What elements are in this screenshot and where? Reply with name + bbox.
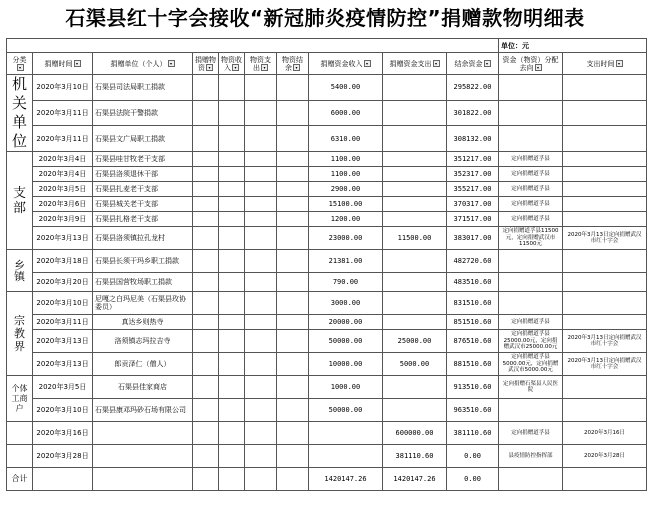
table-row: 2020年3月16日 600000.00 381110.60 定向捐赠道孚县 2020年3月16日	[7, 422, 647, 445]
total-balance: 0.00	[447, 468, 499, 491]
filter-icon[interactable]: ▾	[168, 60, 175, 67]
category-label: 宗教界	[7, 292, 33, 376]
total-income: 1420147.26	[309, 468, 383, 491]
filter-icon[interactable]: ▾	[433, 60, 440, 67]
unit-label: 单位：元	[499, 39, 647, 53]
table-row: 2020年3月13日 洛须镇志玛拉吉寺 50000.00 25000.00 876510.60 定向捐赠道孚县25000.00元，定向捐赠武汉市25000.00元 2020年3月13日定向捐赠武汉市红十字会	[7, 330, 647, 353]
cell-donor: 石渠县司法局职工捐款	[93, 75, 193, 101]
filter-icon[interactable]: ▾	[74, 60, 81, 67]
col-header-donor[interactable]: 捐赠单位（个人） ▾	[93, 53, 193, 75]
totals-row	[7, 468, 647, 491]
filter-icon[interactable]: ▾	[232, 64, 239, 71]
cell-expense	[383, 75, 447, 101]
col-header-balance[interactable]: 结余资金 ▾	[447, 53, 499, 75]
filter-icon[interactable]: ▾	[364, 60, 371, 67]
col-header-destination[interactable]: 资金（物资）分配去向 ▾	[499, 53, 563, 75]
page-title: 石渠县红十字会接收“新冠肺炎疫情防控”捐赠款物明细表	[65, 6, 585, 30]
table-row: 2020年3月5日 石渠县扎麦老干支部 2900.00 355217.00 定向捐赠道孚县	[7, 182, 647, 197]
cell-destination	[499, 75, 563, 101]
cell-date: 2020年3月10日	[33, 75, 93, 101]
filter-icon[interactable]: ▾	[484, 60, 491, 67]
table-row: 2020年3月11日 真达乡则热寺 20000.00 851510.60 定向捐赠道孚县	[7, 315, 647, 330]
col-header-goods-expense[interactable]: 物资支出 ▾	[245, 53, 277, 75]
header-row	[7, 53, 647, 75]
col-header-goods-balance[interactable]: 物资结余 ▾	[277, 53, 309, 75]
col-header-date[interactable]: 捐赠时间 ▾	[33, 53, 93, 75]
filter-icon[interactable]: ▾	[535, 64, 542, 71]
filter-icon[interactable]: ▾	[17, 64, 24, 71]
table-row: 2020年3月4日 石渠县洛须退休干部 1100.00 352317.00 定向捐赠道孚县	[7, 167, 647, 182]
category-label: 个体工商户	[7, 376, 33, 422]
filter-icon[interactable]: ▾	[261, 64, 268, 71]
table-row: 2020年3月11日 石渠县文广局职工捐款 6310.00 308132.00	[7, 126, 647, 152]
total-expense: 1420147.26	[383, 468, 447, 491]
table-row: 个体工商户 2020年3月5日 石渠县佳家商店 1000.00 913510.60 定向捐赠石渠县人民医院	[7, 376, 647, 399]
col-header-goods-income[interactable]: 物资收入 ▾	[219, 53, 245, 75]
cell-time	[563, 75, 647, 101]
table-row: 乡镇 2020年3月18日 石渠县长须干玛乡职工捐款 21381.00 482720.60	[7, 250, 647, 273]
table-row: 2020年3月20日 石渠县国营牧场职工捐款 790.00 483510.60	[7, 273, 647, 292]
table-row: 2020年3月11日 石渠县法院干警捐款 6000.00 301822.00	[7, 100, 647, 126]
table-row: 2020年3月13日 郎贡泽仁（僧人） 10000.00 5000.00 881510.60 定向捐赠道孚县5000.00元，定向捐赠武汉市5000.00元 2020年3月13日定向捐赠武汉市红十字会	[7, 353, 647, 376]
col-header-fund-income[interactable]: 捐赠资金收入 ▾	[309, 53, 383, 75]
table-row: 支部 2020年3月4日 石渠县哇甘牧老干支部 1100.00 351217.00 定向捐赠道孚县	[7, 152, 647, 167]
table-row: 2020年3月13日 石渠县洛须镇拉孔龙村 23000.00 11500.00 383017.00 定向捐赠道孚县11500元，定向捐赠武汉市11500元 2020年3月13日定向捐赠武汉市红十字会	[7, 227, 647, 250]
donation-table	[6, 38, 647, 491]
col-header-goods[interactable]: 捐赠物资 ▾	[193, 53, 219, 75]
category-label: 支部	[7, 152, 33, 250]
category-label: 机关单位	[7, 75, 33, 152]
table-row	[7, 75, 647, 101]
filter-icon[interactable]: ▾	[616, 60, 623, 67]
table-row: 2020年3月9日 石渠县扎格老干支部 1200.00 371517.00 定向捐赠道孚县	[7, 212, 647, 227]
table-row: 2020年3月28日 381110.60 0.00 县疫情防控指挥部 2020年3月28日	[7, 445, 647, 468]
cell-balance: 295822.00	[447, 75, 499, 101]
table-row: 宗教界 2020年3月10日 尼嘎之白玛尼美（石渠县玫协委员） 3000.00 831510.60	[7, 292, 647, 315]
col-header-time[interactable]: 支出时间 ▾	[563, 53, 647, 75]
totals-label: 合计	[7, 468, 33, 491]
table-row: 2020年3月6日 石渠县城关老干支部 15100.00 370317.00 定向捐赠道孚县	[7, 197, 647, 212]
col-header-fund-expense[interactable]: 捐赠资金支出 ▾	[383, 53, 447, 75]
col-header-category[interactable]: 分类▾	[7, 53, 33, 75]
filter-icon[interactable]: ▾	[293, 64, 300, 71]
category-label: 乡镇	[7, 250, 33, 292]
filter-icon[interactable]: ▾	[206, 64, 213, 71]
table-row: 2020年3月10日 石渠县康邓玛砂石场有限公司 50000.00 963510.60	[7, 399, 647, 422]
cell-income: 5400.00	[309, 75, 383, 101]
